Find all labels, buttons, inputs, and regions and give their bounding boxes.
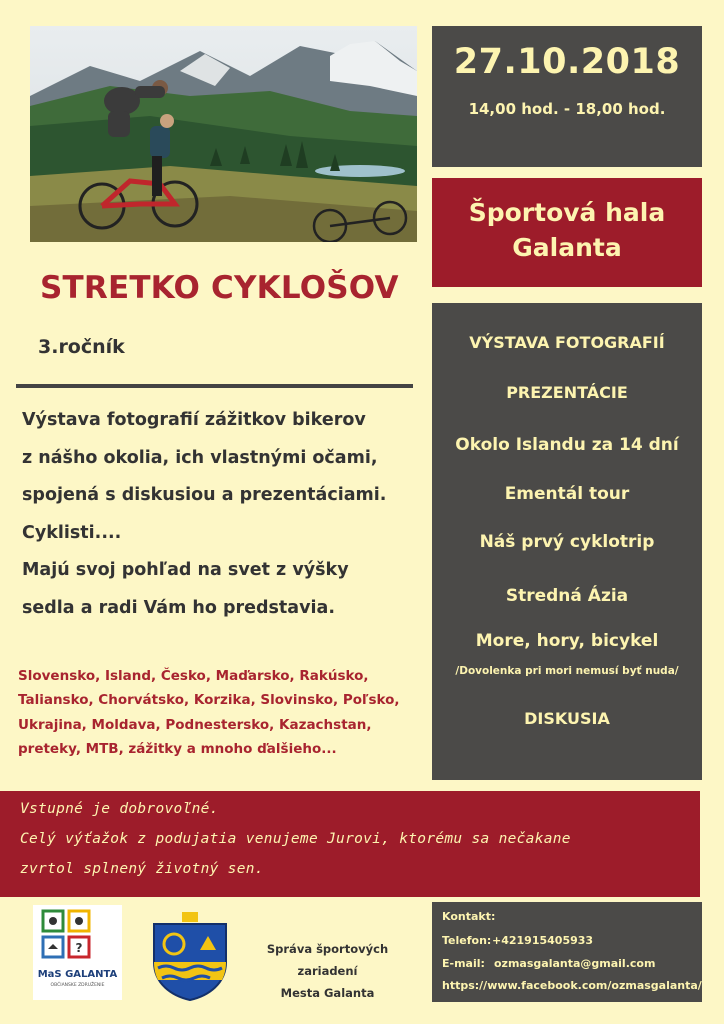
event-description bbox=[22, 402, 422, 627]
mas-galanta-logo bbox=[33, 905, 122, 1000]
date-panel bbox=[432, 26, 702, 167]
banner-line: Vstupné je dobrovoľné. bbox=[20, 801, 219, 817]
description-line: sedla a radi Vám ho predstavia. bbox=[22, 597, 335, 618]
svg-text:?: ? bbox=[75, 941, 83, 955]
event-time: 14,00 hod. - 18,00 hod. bbox=[468, 100, 666, 118]
email-address[interactable]: ozmasgalanta@gmail.com bbox=[494, 957, 656, 970]
presentation-note: /Dovolenka pri mori nemusí byť nuda/ bbox=[455, 665, 679, 677]
hero-photo bbox=[30, 26, 417, 242]
presentations-heading: PREZENTÁCIE bbox=[506, 383, 628, 402]
program-panel bbox=[432, 303, 702, 780]
presentation-item: Náš prvý cyklotrip bbox=[479, 532, 655, 552]
venue-panel bbox=[432, 178, 702, 287]
presentation-item: Ementál tour bbox=[504, 484, 630, 504]
galanta-crest-logo bbox=[150, 910, 230, 1002]
countries-line: Ukrajina, Moldava, Podnestersko, Kazachstan, bbox=[18, 716, 372, 733]
countries-line: Taliansko, Chorvátsko, Korzika, Slovinsko, Poľsko, bbox=[18, 692, 400, 709]
presentation-item: More, hory, bicykel bbox=[475, 631, 659, 651]
edition-label: 3.ročník bbox=[38, 336, 125, 358]
presentation-item: Okolo Islandu za 14 dní bbox=[455, 435, 679, 455]
venue-name: Športová hala bbox=[468, 198, 666, 227]
countries-line: preteky, MTB, zážitky a mnoho ďalšieho... bbox=[18, 740, 337, 757]
presentation-item: Stredná Ázia bbox=[505, 586, 629, 606]
description-line: Cyklisti.... bbox=[22, 522, 122, 543]
mas-logo-sub: OBČIANSKE ZDRUŽENIE bbox=[50, 983, 105, 988]
description-line: Výstava fotografií zážitkov bikerov bbox=[22, 410, 366, 430]
discussion-heading: DISKUSIA bbox=[524, 709, 610, 728]
event-date: 27.10.2018 bbox=[453, 42, 681, 82]
email-label: E-mail: bbox=[442, 957, 485, 970]
admin-line: Správa športových zariadení bbox=[266, 942, 389, 978]
admin-line: Mesta Galanta bbox=[280, 986, 375, 1000]
divider-line bbox=[16, 384, 413, 388]
donation-banner bbox=[0, 791, 700, 897]
event-title: STRETKO CYKLOŠOV bbox=[40, 270, 399, 306]
facebook-link[interactable]: https://www.facebook.com/ozmasgalanta/ bbox=[442, 979, 702, 992]
countries-list bbox=[18, 664, 428, 761]
venue-city: Galanta bbox=[512, 233, 622, 262]
mas-logo-name: MaS GALANTA bbox=[37, 969, 118, 980]
exhibition-heading: VÝSTAVA FOTOGRAFIÍ bbox=[469, 333, 665, 352]
facility-administration bbox=[240, 938, 415, 1004]
phone-label: Telefon: bbox=[442, 934, 492, 947]
contact-heading: Kontakt: bbox=[442, 910, 496, 923]
banner-line: zvrtol splnený životný sen. bbox=[20, 861, 264, 877]
description-line: Majú svoj pohľad na svet z výšky bbox=[22, 560, 349, 580]
countries-line: Slovensko, Island, Česko, Maďarsko, Rakúsko, bbox=[18, 668, 369, 684]
description-line: z nášho okolia, ich vlastnými očami, bbox=[22, 447, 378, 468]
description-line: spojená s diskusiou a prezentáciami. bbox=[22, 485, 387, 505]
phone-number[interactable]: +421915405933 bbox=[492, 934, 594, 947]
banner-line: Celý výťažok z podujatia venujeme Jurovi, ktorému sa nečakane bbox=[20, 831, 571, 847]
contact-panel bbox=[432, 902, 702, 1002]
